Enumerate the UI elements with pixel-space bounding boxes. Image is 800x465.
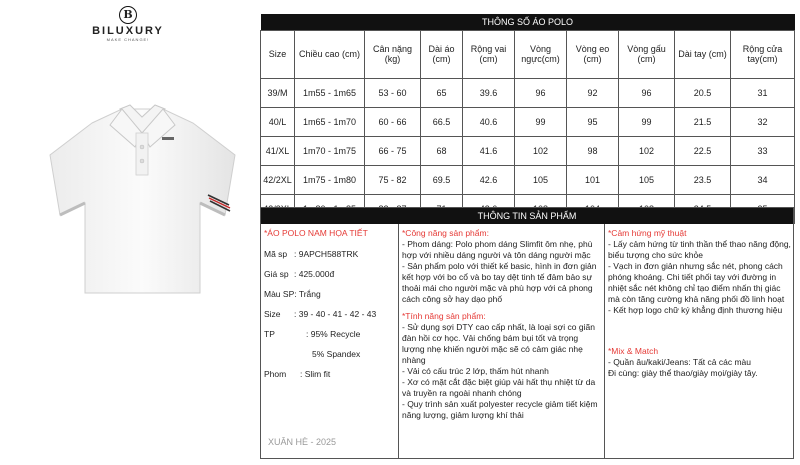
size-table xyxy=(260,14,795,224)
column-header: Chiều cao (cm) xyxy=(295,30,365,78)
table-cell: 1m75 - 1m80 xyxy=(295,165,365,194)
table-cell: 39.6 xyxy=(463,78,515,107)
table-cell: 40.6 xyxy=(463,107,515,136)
spec-key: TP xyxy=(264,329,275,339)
table-row xyxy=(261,107,795,136)
product-inspiration-column xyxy=(605,224,795,458)
table-cell: 92 xyxy=(567,78,619,107)
mix-item: Đi cùng: giày thể thao/giày mọi/giày tây. xyxy=(608,368,758,378)
table-cell: 53 - 60 xyxy=(365,78,421,107)
column-header: Rộng cửa tay(cm) xyxy=(731,30,795,78)
table-cell: 33 xyxy=(731,136,795,165)
table-cell: 21.5 xyxy=(675,107,731,136)
product-image xyxy=(30,95,255,295)
size-table-header-row xyxy=(261,30,795,78)
spec-value: : Slim fit xyxy=(300,369,331,379)
polo-shirt-image xyxy=(30,95,255,295)
column-header: Size xyxy=(261,30,295,78)
table-cell: 1m65 - 1m70 xyxy=(295,107,365,136)
column-header: Vòng eo (cm) xyxy=(567,30,619,78)
table-cell: 32 xyxy=(731,107,795,136)
features-title: *Công năng sản phẩm: xyxy=(402,228,489,238)
feature-item: - Sản phẩm polo với thiết kế basic, hình in đơn giản kết hợp với bo cổ và bo tay dệt tinh tế đảm bảo sự thoải mái cho người mặc và phù hợp với cả phong cách công sở hay dạo phố xyxy=(402,261,597,304)
mix-title: *Mix & Match xyxy=(608,346,659,356)
table-cell: 65 xyxy=(421,78,463,107)
product-info-title: THÔNG TIN SẢN PHẨM xyxy=(261,208,793,224)
table-cell: 99 xyxy=(515,107,567,136)
size-table-title: THÔNG SỐ ÁO POLO xyxy=(261,14,795,30)
spec-row xyxy=(264,249,395,260)
table-cell: 68 xyxy=(421,136,463,165)
table-cell: 20.5 xyxy=(675,78,731,107)
spec-key: Màu SP xyxy=(264,289,295,299)
spec-value: : 95% Recycle xyxy=(306,329,361,339)
mix-item: - Quần âu/kaki/Jeans: Tất cả các màu xyxy=(608,357,751,367)
brand-name: BILUXURY xyxy=(92,25,164,37)
table-cell: 41.6 xyxy=(463,136,515,165)
product-specs-column xyxy=(261,224,399,458)
column-header: Cân nặng (kg) xyxy=(365,30,421,78)
table-cell: 1m70 - 1m75 xyxy=(295,136,365,165)
spec-key xyxy=(264,349,294,360)
product-name: *ÁO POLO NAM HỌA TIẾT xyxy=(264,228,368,238)
feature-item: - Phom dáng: Polo phom dáng Slimfit ôm nhẹ, phù hợp với nhiều dáng người và tôn dáng người mặc xyxy=(402,239,593,260)
table-cell: 41/XL xyxy=(261,136,295,165)
table-cell: 102 xyxy=(515,136,567,165)
table-cell: 96 xyxy=(619,78,675,107)
spec-row xyxy=(264,349,395,360)
material-item: - Sử dụng sợi DTY cao cấp nhất, là loại sợi co giãn đàn hồi cơ học. Vải chống bám bụi tốt và trọng lượng nhẹ khiến người mặc sẽ có cảm giác nhẹ nhàng xyxy=(402,322,595,365)
table-cell: 1m55 - 1m65 xyxy=(295,78,365,107)
table-row xyxy=(261,165,795,194)
table-cell: 105 xyxy=(619,165,675,194)
table-cell: 60 - 66 xyxy=(365,107,421,136)
table-cell: 42.6 xyxy=(463,165,515,194)
table-cell: 42/2XL xyxy=(261,165,295,194)
table-cell: 34 xyxy=(731,165,795,194)
inspiration-item: - Vạch in đơn giản nhưng sắc nét, phong cách phóng khoáng. Chi tiết phối tay với đường in nhiệt sắc nét không chỉ tạo điểm nhấn thị giác mà còn tăng cường khả năng phối đồ linh hoạt xyxy=(608,261,785,304)
table-cell: 98 xyxy=(567,136,619,165)
inspiration-title: *Cảm hứng mỹ thuật xyxy=(608,228,687,238)
table-cell: 69.5 xyxy=(421,165,463,194)
inspiration-item: - Kết hợp logo chữ ký khẳng định thương hiệu xyxy=(608,305,783,315)
column-header: Vòng gấu (cm) xyxy=(619,30,675,78)
table-row xyxy=(261,78,795,107)
season-label: XUÂN HÈ - 2025 xyxy=(268,437,337,447)
product-features-column xyxy=(399,224,605,458)
table-cell: 75 - 82 xyxy=(365,165,421,194)
spec-value: 5% Spandex xyxy=(312,349,361,359)
table-cell: 22.5 xyxy=(675,136,731,165)
material-item: - Quy trình sản xuất polyester recycle giảm tiết kiệm năng lượng, giảm lượng khí thải xyxy=(402,399,598,420)
table-cell: 101 xyxy=(567,165,619,194)
spec-row xyxy=(264,369,395,380)
spec-value: : 425.000đ xyxy=(294,269,335,279)
product-info-panel xyxy=(260,207,794,459)
spec-row xyxy=(264,329,395,340)
column-header: Rộng vai (cm) xyxy=(463,30,515,78)
spec-row xyxy=(264,269,395,280)
spec-row xyxy=(264,289,395,300)
table-cell: 105 xyxy=(515,165,567,194)
table-cell: 66.5 xyxy=(421,107,463,136)
inspiration-item: - Lấy cảm hứng từ tinh thần thể thao năng động, biểu tượng cho sức khỏe xyxy=(608,239,791,260)
spec-key: Size xyxy=(264,309,281,319)
spec-value: : 39 - 40 - 41 - 42 - 43 xyxy=(294,309,377,319)
spec-key: Phom xyxy=(264,369,287,379)
table-cell: 96 xyxy=(515,78,567,107)
table-cell: 31 xyxy=(731,78,795,107)
table-cell: 66 - 75 xyxy=(365,136,421,165)
spec-value: : 9APCH588TRK xyxy=(294,249,359,259)
brand-tagline: MAKE CHANGE! xyxy=(106,37,150,42)
table-cell: 23.5 xyxy=(675,165,731,194)
spec-key: Mã sp xyxy=(264,249,288,259)
material-item: - Vải có cấu trúc 2 lớp, thấm hút nhanh xyxy=(402,366,549,376)
spec-row xyxy=(264,309,395,320)
column-header: Dài tay (cm) xyxy=(675,30,731,78)
table-cell: 95 xyxy=(567,107,619,136)
column-header: Dài áo (cm) xyxy=(421,30,463,78)
table-cell: 99 xyxy=(619,107,675,136)
material-title: *Tính năng sản phẩm: xyxy=(402,311,486,321)
table-cell: 40/L xyxy=(261,107,295,136)
spec-value: : Trắng xyxy=(294,289,321,299)
brand-logo xyxy=(88,6,168,42)
spec-key: Giá sp xyxy=(264,269,289,279)
table-row xyxy=(261,136,795,165)
table-cell: 102 xyxy=(619,136,675,165)
brand-mark: B xyxy=(119,6,137,24)
table-cell: 39/M xyxy=(261,78,295,107)
material-item: - Xơ có mặt cắt đặc biệt giúp vải hất thụ nhiệt từ da và truyền ra ngoài nhanh chóng xyxy=(402,377,596,398)
column-header: Vòng ngực(cm) xyxy=(515,30,567,78)
